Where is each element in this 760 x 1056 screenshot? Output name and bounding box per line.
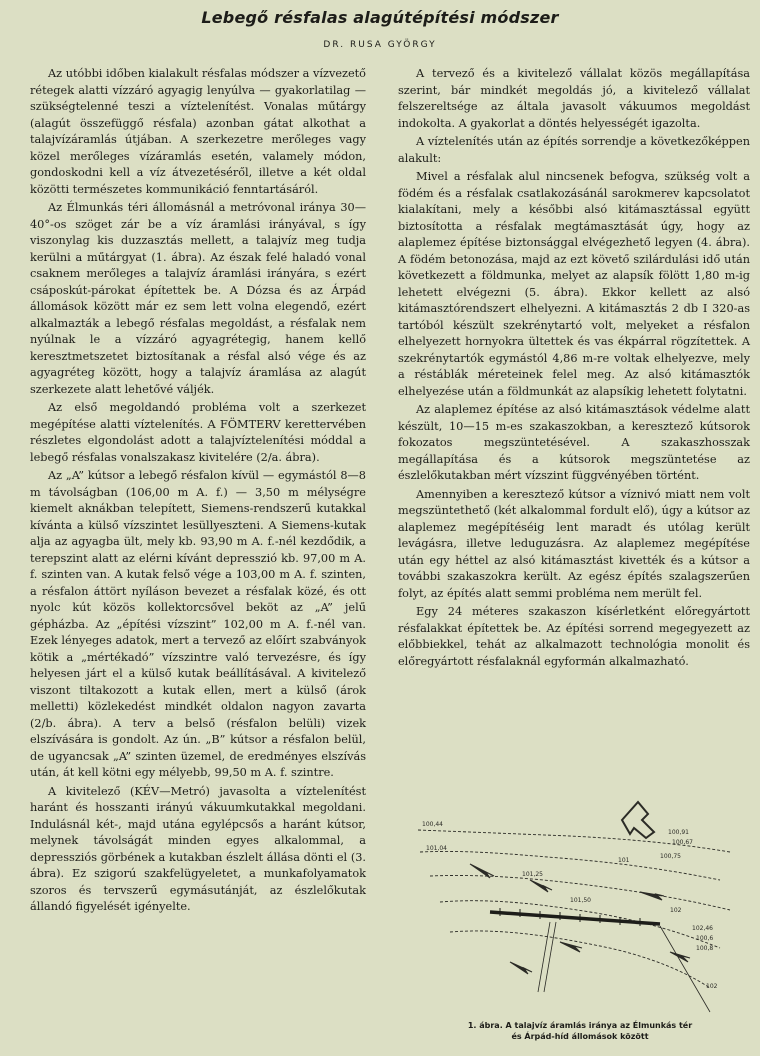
elevation-label: 102: [706, 983, 718, 990]
paragraph: Az „A” kútsor a lebegő résfalon kívül — egymástól 8—8 m távolságban (106,00 m A. f.) — 3,50 m mélységre kiemelt aknákban telepített, Siemens-rendszerű kutakkal kívánta a külső vízszintet lesüllyeszteni. A Siemens-kutak alja az agyagba ült, mely kb. 93,90 m A. f.-nél kezdődik, a terepszint alatt az elérni kívánt depresszió kb. 97,00 m A. f. szinten van. A kutak felső vége a 103,00 m A. f. szinten, a résfalon áttört nyíláson bevezet a résfalak közé, és ott nyolc kút közös kollektorcsővel beköt az „A” jelű gépházba. Az „építési vízszint” 102,00 m A. f.-nél van. Ezek lényeges adatok, mert a tervező az előírt szabványok kötik a „mértékadó” vízszintre való tervezésre, és így helyesen járt el a külső kutak beállításával. A kivitelező viszont tiltakozott a kutak ellen, mert a külső (árok melletti) közlekedést mindkét oldalon nagyon zavarta (2/b. ábra). A terv a belső (résfalon belüli) vizek elszívására is gondolt. Az ún. „B” kútsor a résfalon belül, de ugyancsak „A” szinten üzemel, de eredményes elszívás után, át kell kötni egy mélyebb, 99,50 m A. f. szintre.: [30, 469, 366, 779]
paragraph: A víztelenítés után az építés sorrendje a következőképpen alakult:: [398, 135, 750, 165]
elevation-label: 102,46: [692, 925, 713, 932]
paragraph: A tervező és a kivitelező vállalat közös megállapítása szerint, bár mindkét megoldás jó, a kivitelező vállalat felszereltsége az általa javasolt vákuumos megoldást indokolta. A gyakorlat a döntés helyességét igazolta.: [398, 67, 750, 130]
right-column: [398, 66, 750, 672]
elevation-label: 101,04: [426, 845, 447, 852]
elevation-label: 100,8: [696, 945, 714, 952]
elevation-label: 101: [618, 857, 630, 864]
groundwater-flow-map: [410, 792, 750, 1027]
article-author: DR. RUSA GYÖRGY: [323, 40, 437, 50]
elevation-label: 100,75: [660, 853, 681, 860]
caption-line: és Árpád-híd állomások között: [511, 1032, 649, 1041]
paragraph: Amennyiben a keresztező kútsor a víznivó miatt nem volt megszüntethető (két alkalommal fordult elő), úgy a kútsor az alaplemez megépítéséig lent maradt és utólag került levágásra, illetve leduguzásra. Az alaplemez megépítése után egy héttel az alsó kitámasztást kivették és a kútsor a további szakaszokra került. Az egész építés szalagszerűen folyt, az építés alatt semmi probléma nem merült fel.: [398, 487, 750, 600]
paragraph: Az Élmunkás téri állomásnál a metróvonal iránya 30—40°-os szöget zár be a víz áramlási irányával, s így viszonylag kis duzzasztás mellett, a talajvíz meg tudja kerülni a műtárgyat (1. ábra). Az észak felé haladó vonal csaknem merőleges a talajvíz áramlási irányára, s ezért csáposkút-párokat építettek be. A Dózsa és az Árpád állomások között már ez sem lett volna elegendő, ezért alkalmazták a lebegő résfalas megoldást, a résfalak nem nyúlnak le a vízzáró agyagrétegig, hanem kellő keresztmetszetet biztosítanak a résfal alsó vége és az agyagréteg között, hogy a talajvíz áramlása az alagút szerkezete alatt lehetővé váljék.: [30, 201, 366, 396]
elevation-label: 102: [670, 907, 682, 914]
paragraph: Az alaplemez építése az alsó kitámasztások védelme alatt készült, 10—15 m-es szakaszokban, a keresztező kútsorok fokozatos megszüntetésével. A szakaszhosszak megállapítása és a kútsorok megszüntetése az észlelőkutakban mért vízszint függvényében történt.: [398, 403, 750, 482]
paragraph: Az első megoldandó probléma volt a szerkezet megépítése alatti víztelenítés. A FÖMTERV kerettervében részletes elgondolást adott a talajvíztelenítési móddal a lebegő résfalas vonalszakasz kivitelére (2/a. ábra).: [30, 401, 366, 464]
paragraph: Az utóbbi időben kialakult résfalas módszer a vízvezető rétegek alatti vízzáró agyagig lenyúlva — gyakorlatilag — szükségtelenné teszi a víztelenítést. Vonalas műtárgy (alagút összefüggő résfala) azonban gátat alkothat a talajvízáramlás útjában. A szerkezetre merőleges vagy közel merőleges vízáramlás esetén, valamely módon, gondoskodni kell a víz átvezetéséről, illetve a két oldal közötti természetes kommunikáció fenntartásáról.: [30, 67, 366, 196]
elevation-label: 100,44: [422, 821, 443, 828]
elevation-label: 100,67: [672, 839, 693, 846]
elevation-label: 101,25: [522, 871, 543, 878]
contour-lines: [418, 830, 730, 988]
elevation-label: 100,91: [668, 829, 689, 836]
flow-direction-arrow-icon: [622, 802, 654, 838]
paragraph: Mivel a résfalak alul nincsenek befogva, szükség volt a födém és a résfalak csatlakozásánál sarokmerev kapcsolatot kialakítani, mely a későbbi alsó kitámasztással együtt biztosította a résfalak megtámasztását úgy, hogy az alaplemez építése biztonsággal elvégezhető legyen (4. ábra). A födém betonozása, majd az ezt követő szilárdulási idő után következett a földmunka, melyet az alapsík fölött 1,80 m-ig lehetett elvégezni (5. ábra). Ekkor kellett az alsó kitámasztórendszert elhelyezni. A kitámasztás 2 db I 320-as tartóból készült szekrénytartó volt, melyeket a résfalon elhelyezett hornyokra ültettek és vas ékpárral rögzítettek. A szekrénytartók egymástól 4,86 m-re voltak elhelyezve, mely a réstáblák méreteinek felel meg. Az alsó kitámasztók elhelyezése után a földmunkát az alapsíkig lehetett folytatni.: [398, 170, 750, 398]
paragraph: A kivitelező (KÉV—Metró) javasolta a víztelenítést haránt és hosszanti irányú vákuumkutakkal megoldani. Indulásnál két-, majd utána egylépcsős a haránt kútsor, melynek távolságát minden egyes alkalommal, a depressziós görbének a kutakban észlelt állása dönti el (3. ábra). Ez szigorú szakfelügyeletet, a munkafolyamatok szoros és tervszerű egymásutánját, az észlelőkutak állandó figyelését igényelte.: [30, 784, 366, 913]
article-title: Lebegő résfalas alagútépítési módszer: [201, 8, 559, 27]
elevation-label: 101,50: [570, 897, 591, 904]
paragraph: Egy 24 méteres szakaszon kísérletként előregyártott résfalakkat építettek be. Az építési sorrend megegyezett az előbbiekkel, tehát az alkalmazott technológia monolit és előregyártott résfalaknál egyformán alkalmazható.: [398, 605, 750, 668]
elevation-label: 100,6: [696, 935, 714, 942]
left-column: [30, 66, 366, 918]
caption-line: 1. ábra. A talajvíz áramlás iránya az Élmunkás tér: [467, 1021, 693, 1030]
street-lines: [538, 922, 710, 1012]
figure-caption: [410, 1020, 750, 1042]
metro-line: [490, 912, 660, 924]
